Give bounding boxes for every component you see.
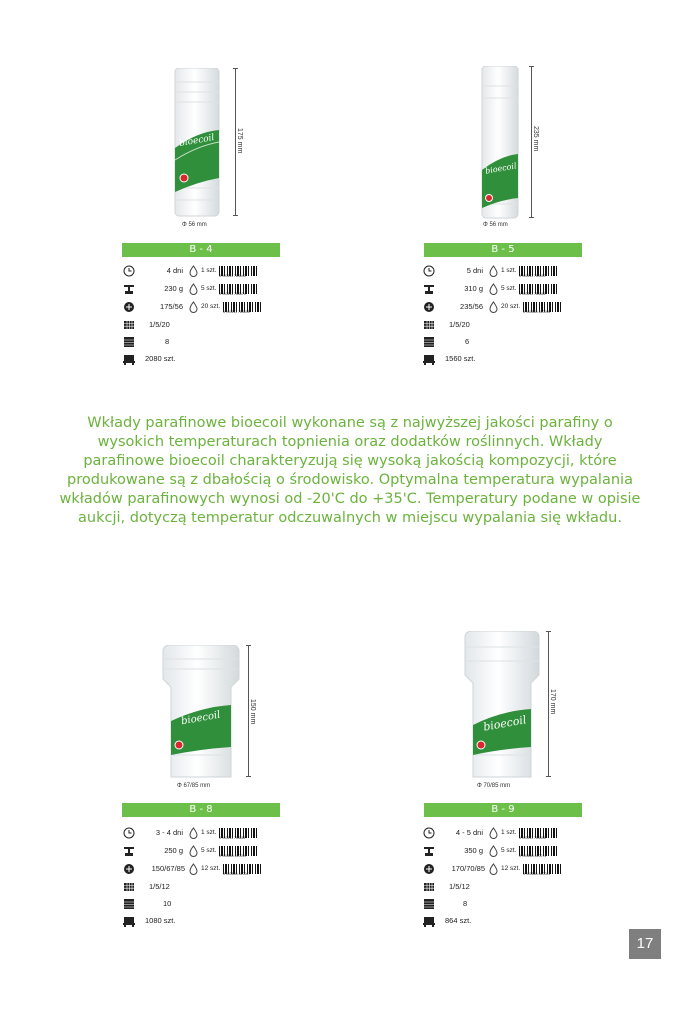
- clock-icon: [423, 265, 435, 277]
- page-number: 17: [629, 929, 661, 959]
- pack-qty: 5 szt.: [501, 285, 517, 292]
- spec-row-layout: [123, 318, 293, 332]
- height-label: 175 mm: [236, 128, 243, 154]
- spec-row-weight: [423, 844, 593, 858]
- pack-qty: 12 szt.: [201, 865, 221, 872]
- flame-icon: [489, 265, 498, 277]
- pack-qty: 12 szt.: [501, 865, 521, 872]
- layout-value: 1/5/20: [449, 320, 470, 329]
- weight-value: 350 g: [464, 846, 483, 855]
- spec-row-pallet: [423, 352, 593, 366]
- ean-number: 5 903111 784681: [219, 836, 246, 840]
- scale-icon: [123, 283, 135, 295]
- scale-icon: [123, 845, 135, 857]
- spec-row-pallet: [423, 914, 593, 928]
- ean-number: 5 903883 810074: [519, 854, 547, 858]
- height-label: 150 mm: [249, 699, 256, 725]
- pallet-value: 2080 szt.: [145, 354, 176, 363]
- pallet-icon: [423, 353, 435, 365]
- layers-value: 6: [465, 337, 470, 346]
- grid-icon: [123, 319, 135, 331]
- brand-label: bioecoil: [178, 132, 216, 150]
- weight-value: 310 g: [464, 284, 483, 293]
- ean-number: 5 903111 784605: [223, 310, 250, 314]
- spec-row-dimensions: [423, 300, 593, 314]
- scale-icon: [423, 845, 435, 857]
- pallet-value: 864 szt.: [445, 916, 472, 925]
- pallet-icon: [123, 915, 135, 927]
- brand-label: bioecoil: [180, 709, 222, 728]
- pallet-icon: [123, 353, 135, 365]
- layers-value: 8: [463, 899, 468, 908]
- ean-number: 5 903111 784681: [519, 292, 546, 296]
- burn-time-value: 4 - 5 dni: [455, 828, 483, 837]
- pack-qty: 1 szt.: [501, 267, 517, 274]
- pack-5: [489, 844, 604, 858]
- pack-qty: 1 szt.: [201, 829, 217, 836]
- spec-row-layers: [123, 335, 293, 349]
- spec-row-burn-time: [123, 826, 293, 840]
- pallet-value: 1080 szt.: [145, 916, 176, 925]
- height-label: 235 mm: [532, 126, 539, 152]
- spec-row-pallet: [123, 352, 293, 366]
- spec-row-dimensions: [423, 862, 593, 876]
- flame-icon: [189, 845, 198, 857]
- ean-number: 5 903883 810067: [223, 872, 251, 876]
- ean-number: 5 903111 784674: [219, 292, 246, 296]
- dimensions-value: 175/56: [160, 302, 183, 311]
- pallet-value: 1560 szt.: [445, 354, 476, 363]
- layers-icon: [123, 336, 135, 348]
- flame-icon: [189, 301, 198, 313]
- flame-icon: [189, 863, 198, 875]
- layout-value: 1/5/12: [149, 882, 170, 891]
- diameter-label: Φ 70/85 mm: [477, 783, 511, 789]
- grid-icon: [423, 881, 435, 893]
- pack-qty: 1 szt.: [201, 267, 217, 274]
- flame-icon: [489, 863, 498, 875]
- weight-value: 250 g: [164, 846, 183, 855]
- ean-number: 5 903111 784650: [519, 274, 546, 278]
- burn-time-value: 3 - 4 dni: [155, 828, 183, 837]
- pack-12: [489, 862, 604, 876]
- grid-icon: [423, 319, 435, 331]
- dimensions-icon: [423, 863, 435, 875]
- clock-icon: [123, 265, 135, 277]
- spec-row-burn-time: [423, 264, 593, 278]
- ean-number: 5 903111 784698: [519, 836, 546, 840]
- burn-time-value: 4 dni: [166, 266, 183, 275]
- dimensions-icon: [423, 301, 435, 313]
- weight-value: 230 g: [164, 284, 183, 293]
- pack-5: [189, 844, 304, 858]
- diameter-label: Φ 56 mm: [182, 222, 207, 228]
- brand-label: bioecoil: [484, 161, 518, 176]
- layers-icon: [423, 336, 435, 348]
- ean-number: 5 903111 784643: [219, 274, 246, 278]
- pack-qty: 20 szt.: [201, 303, 221, 310]
- spec-row-layers: [423, 335, 593, 349]
- layers-icon: [123, 898, 135, 910]
- clock-icon: [123, 827, 135, 839]
- pack-qty: 20 szt.: [501, 303, 521, 310]
- pack-12: [189, 862, 304, 876]
- pallet-icon: [423, 915, 435, 927]
- spec-row-pallet: [123, 914, 293, 928]
- dimensions-value: 235/56: [460, 302, 483, 311]
- spec-row-weight: [123, 282, 293, 296]
- pack-qty: 5 szt.: [501, 847, 517, 854]
- dimensions-icon: [123, 863, 135, 875]
- spec-row-burn-time: [123, 264, 293, 278]
- flame-icon: [489, 845, 498, 857]
- dimensions-value: 150/67/85: [151, 864, 185, 873]
- spec-row-burn-time: [423, 826, 593, 840]
- dimensions-icon: [123, 301, 135, 313]
- candle-image: [480, 66, 520, 220]
- scale-icon: [423, 283, 435, 295]
- pack-1: [189, 264, 304, 278]
- pack-qty: 1 szt.: [501, 829, 517, 836]
- layout-value: 1/5/12: [449, 882, 470, 891]
- ean-number: 5 903883 810081: [523, 872, 551, 876]
- spec-row-weight: [123, 844, 293, 858]
- pack-20: [489, 300, 604, 314]
- ean-number: 5 903883 810050: [219, 854, 247, 858]
- brand-label: bioecoil: [482, 713, 528, 734]
- flame-icon: [189, 283, 198, 295]
- pack-5: [489, 282, 604, 296]
- spec-row-layout: [423, 880, 593, 894]
- layout-value: 1/5/20: [149, 320, 170, 329]
- pack-1: [189, 826, 304, 840]
- height-label: 170 mm: [549, 689, 556, 715]
- grid-icon: [123, 881, 135, 893]
- dimensions-value: 170/70/85: [451, 864, 485, 873]
- description-text: Wkłady parafinowe bioecoil wykonane są z najwyższej jakości parafiny o wysokich temperaturach topnienia oraz dodatków roślinnych. Wkłady parafinowe bioecoil charakteryzują się wysoką jakością kompozycji, które produkowane są z dbałością o środowisko. Optymalna temperatura wypalania wkładów parafinowych wynosi od -20'C do +35'C. Temperatury podane w opisie aukcji, dotyczą temperatur odczuwalnych w miejscu wypalania się wkładu.: [59, 415, 641, 526]
- layers-value: 8: [165, 337, 170, 346]
- spec-row-layout: [423, 318, 593, 332]
- product-code-bar: B - 4: [122, 243, 280, 257]
- flame-icon: [489, 301, 498, 313]
- candle-image: [463, 631, 541, 779]
- pack-1: [489, 264, 604, 278]
- flame-icon: [489, 827, 498, 839]
- pack-5: [189, 282, 304, 296]
- diameter-label: Φ 67/85 mm: [177, 783, 211, 789]
- spec-row-layers: [423, 897, 593, 911]
- spec-row-dimensions: [123, 300, 293, 314]
- clock-icon: [423, 827, 435, 839]
- diameter-label: Φ 56 mm: [483, 222, 508, 228]
- flame-icon: [489, 283, 498, 295]
- pack-qty: 5 szt.: [201, 847, 217, 854]
- burn-time-value: 5 dni: [466, 266, 483, 275]
- product-code-bar: B - 5: [424, 243, 582, 257]
- spec-row-layout: [123, 880, 293, 894]
- pack-qty: 5 szt.: [201, 285, 217, 292]
- pack-20: [189, 300, 304, 314]
- ean-number: 5 903883 810005: [523, 310, 551, 314]
- spec-row-dimensions: [123, 862, 293, 876]
- product-code-bar: B - 9: [424, 803, 582, 817]
- flame-icon: [189, 265, 198, 277]
- product-code-bar: B - 8: [122, 803, 280, 817]
- pack-1: [489, 826, 604, 840]
- spec-row-layers: [123, 897, 293, 911]
- layers-icon: [423, 898, 435, 910]
- flame-icon: [189, 827, 198, 839]
- spec-row-weight: [423, 282, 593, 296]
- layers-value: 10: [163, 899, 172, 908]
